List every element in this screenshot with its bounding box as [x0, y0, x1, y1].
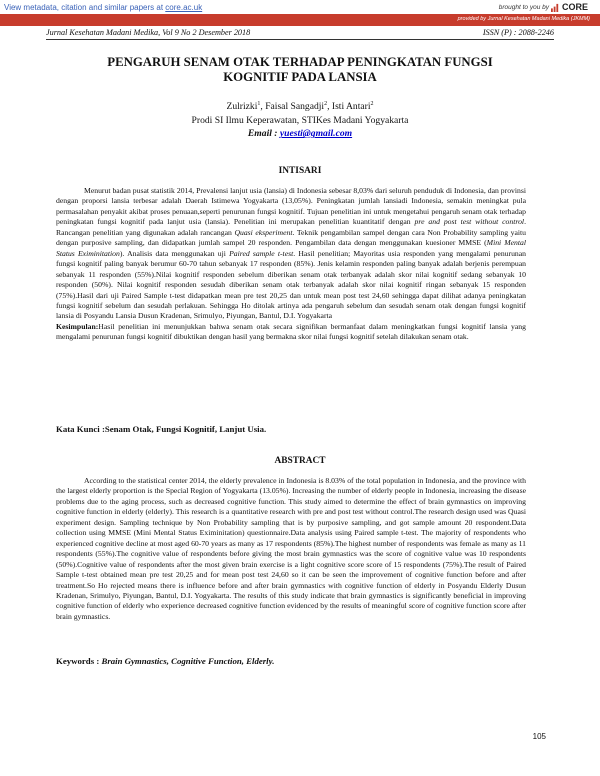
core-logo-icon — [551, 3, 560, 12]
email-link[interactable]: yuesti@gmail.com — [279, 128, 353, 140]
intisari-conclusion — [56, 322, 526, 343]
core-metadata-link[interactable] — [4, 3, 202, 12]
core-provider-ribbon — [0, 14, 600, 26]
author-2-affil: 2 — [324, 101, 328, 107]
intisari-italic-term: pre and post test without control — [414, 217, 525, 227]
intisari-text-run: . Hasil penelitian; Mayoritas usia responden yang mengalami penurunan fungsi kognitif paling banyak berumur 60-70 tahun sebanyak 17 responden (85%). Jenis kelamin responden paling banyak adalah berjenis perempuan sebanyak 11 responden (55%).Nilai kognitif responden sebelum diberikan senam otak terbanyak adalah skor nilai kognitif sedang sebanyak 10 responden (50%). Nilai kognitif responden sesudah diberikan senam otak terbanyak adalah skor nilai kognitif ringan sebanyak 15 responden (75%).Hasil dari uji Paired Sample t-test didapatkan mean pre test 20,25 dan untuk mean post test 24,60 sehingga dapat dilihat adanya peningkatan fungsi kognitif sebelum dan sesudah perlakuan. Sehingga Ho ditolak artinya ada pengaruh sebelum dan sesudah senam otak dengan fungsi kognitif lansia di Posyandu Lansia Dusun Kradenan, Srimulyo, Piyungan, Bantul, D.I. Yogyakarta — [56, 248, 527, 321]
journal-citation: Jurnal Kesehatan Madani Medika, Vol 9 No 2 Desember 2018 — [46, 28, 251, 37]
core-provided-by: provided by Jurnal Kesehatan Madani Medika (JKMM) — [457, 15, 590, 22]
title-line-1: PENGARUH SENAM OTAK TERHADAP PENINGKATAN FUNGSI — [107, 55, 493, 69]
abstract-paragraph: According to the statistical center 2014, the elderly prevalence in Indonesia is 8.03% of the total population in Indonesia, and the province with the largest elderly proportion is the Special Region of Yogyakarta (13.05%). Increasing the number of elderly people in Indonesia, increasing the disease problems due to the aging process, such as decreased cognitive function. This study aimed to determine the effect of brain gymnastics on improving cognitive function in elderly (elderly). This research is a quantitative research with pre and post test without control.The research design used was Quasi experiment design. Sampling technique by Non Probability sampling that is by purposive sampling, and got sample amount 20 respondent.Data collection using MMSE (Mini Mental Status Eximinitation) questionnaire.Data analysis using Paired sample t-test. The majority of respondents who experienced cognitive decline at most aged 60-70 years as many as 17 respondents (85%).The highest number of respondents was female as many as 11 respondents (55%).The cognitive value of respondents before giving the most brain gymnastics was the score of cognitive value was 10 respondents (50%).Cognitive value of respondents after the most given brain exercise is a light cognitive score score of 15 respondents (75%).The result of Paired Sample t-test obtained mean pre test 20,25 and for mean post test 24,60 so it can be seen the improvement of cognitive function before and after treatment.So Ho rejected means there is influence before and after brain gymnastics with cognitive function of elderly in Posyandu Elderly Dusun Kradenan, Srimulyo, Piyungan, Bantul, D.I. Yogyakarta. The results of this study indicate that brain gymnastics is significantly beneficial in improving cognitive function of elderly who experience decreased cognitive function evidenced by the results of meaningful score of cognitive function score after brain gymnastics. — [56, 476, 526, 621]
intisari-italic-term: Mini Mental Status Eximinitation — [56, 238, 527, 258]
intisari-text-run: Menurut badan pusat statistik 2014, Prevalensi lanjut usia (lansia) di Indonesia sebesar 8,03% dari seluruh penduduk di Indonesia, dan provinsi dengan proporsi lansia terbesar adalah Daerah Istimewa Yogyakarta (13,05%). Peningkatan jumlah lansiadi Indonesia, semakin meningkat pula permasalahan penyakit akibat proses penuaan,seperti penurunan fungsi kognitif. Tujuan penelitian ini untuk mengetahui pengaruh senam otak terhadap peningkatan fungsi kognitif pada lanjut usia (lansia). Penelitian ini merupakan penelitian kuantitatif dengan — [56, 186, 526, 227]
core-brand[interactable] — [499, 2, 588, 12]
abstract-heading: ABSTRACT — [274, 456, 326, 466]
author-3-affil: 2 — [370, 101, 374, 107]
author-3: , Isti Antari — [327, 101, 371, 113]
intisari-keywords: Kata Kunci :Senam Otak, Fungsi Kognitif, Lanjut Usia. — [56, 424, 267, 434]
journal-issn: ISSN (P) : 2088-2246 — [482, 28, 554, 37]
core-brand-name: CORE — [561, 2, 588, 12]
email-line — [46, 127, 554, 141]
journal-header — [46, 28, 554, 37]
header-divider — [46, 39, 554, 40]
intisari-heading: INTISARI — [278, 166, 322, 176]
author-2: , Faisal Sangadji — [260, 101, 325, 113]
author-1: Zulrizki — [226, 101, 258, 113]
abstract-body — [56, 476, 526, 622]
core-banner — [0, 0, 600, 28]
paper-title — [70, 55, 530, 85]
author-1-affil: 1 — [257, 101, 261, 107]
author-block — [46, 98, 554, 141]
title-line-2: KOGNITIF PADA LANSIA — [223, 70, 377, 84]
intisari-italic-term: Paired sample t-test — [229, 248, 294, 258]
abstract-keywords-label: Keywords : — [56, 656, 102, 666]
core-link-site[interactable]: core.ac.uk — [165, 3, 203, 12]
core-brought-by: brought to you by — [498, 3, 549, 11]
intisari-paragraph — [56, 186, 526, 322]
conclusion-text: Hasil penelitian ini menunjukkan bahwa senam otak secara signifikan bermanfaat dalam meningkatkan fungsi kognitif lansia yang mengalami penurunan fungsi kognitif dibuktikan dengan hasil yang bermakna skor nilai fungsi kognitif setelah dilakukan senam otak. — [56, 321, 526, 342]
affiliation: Prodi SI Ilmu Keperawatan, STIKes Madani Yogyakarta — [191, 114, 409, 126]
intisari-body — [56, 186, 526, 343]
abstract-keywords-text: Brain Gymnastics, Cognitive Function, Elderly. — [101, 656, 275, 666]
intisari-text-run: . Teknik pengambilan sampel dengan cara Non Probability sampling yaitu dengan purposive sampling, dan didapatkan jumlah sampel 20 responden. Pengambilan data dengan menggunakan kuesioner MMSE ( — [56, 227, 527, 248]
intisari-text-run: . Rancangan penelitian yang digunakan adalah rancangan — [56, 217, 526, 237]
page-number: 105 — [532, 732, 546, 741]
email-label: Email : — [247, 128, 280, 140]
conclusion-label: Kesimpulan: — [56, 321, 99, 331]
intisari-text-run: ). Analisis data menggunakan uji — [119, 248, 230, 258]
author-list — [46, 98, 554, 114]
abstract-keywords — [56, 656, 526, 666]
core-link-prefix: View metadata, citation and similar papers at — [4, 3, 166, 12]
intisari-italic-term: Quasi eksperiment — [234, 227, 293, 237]
